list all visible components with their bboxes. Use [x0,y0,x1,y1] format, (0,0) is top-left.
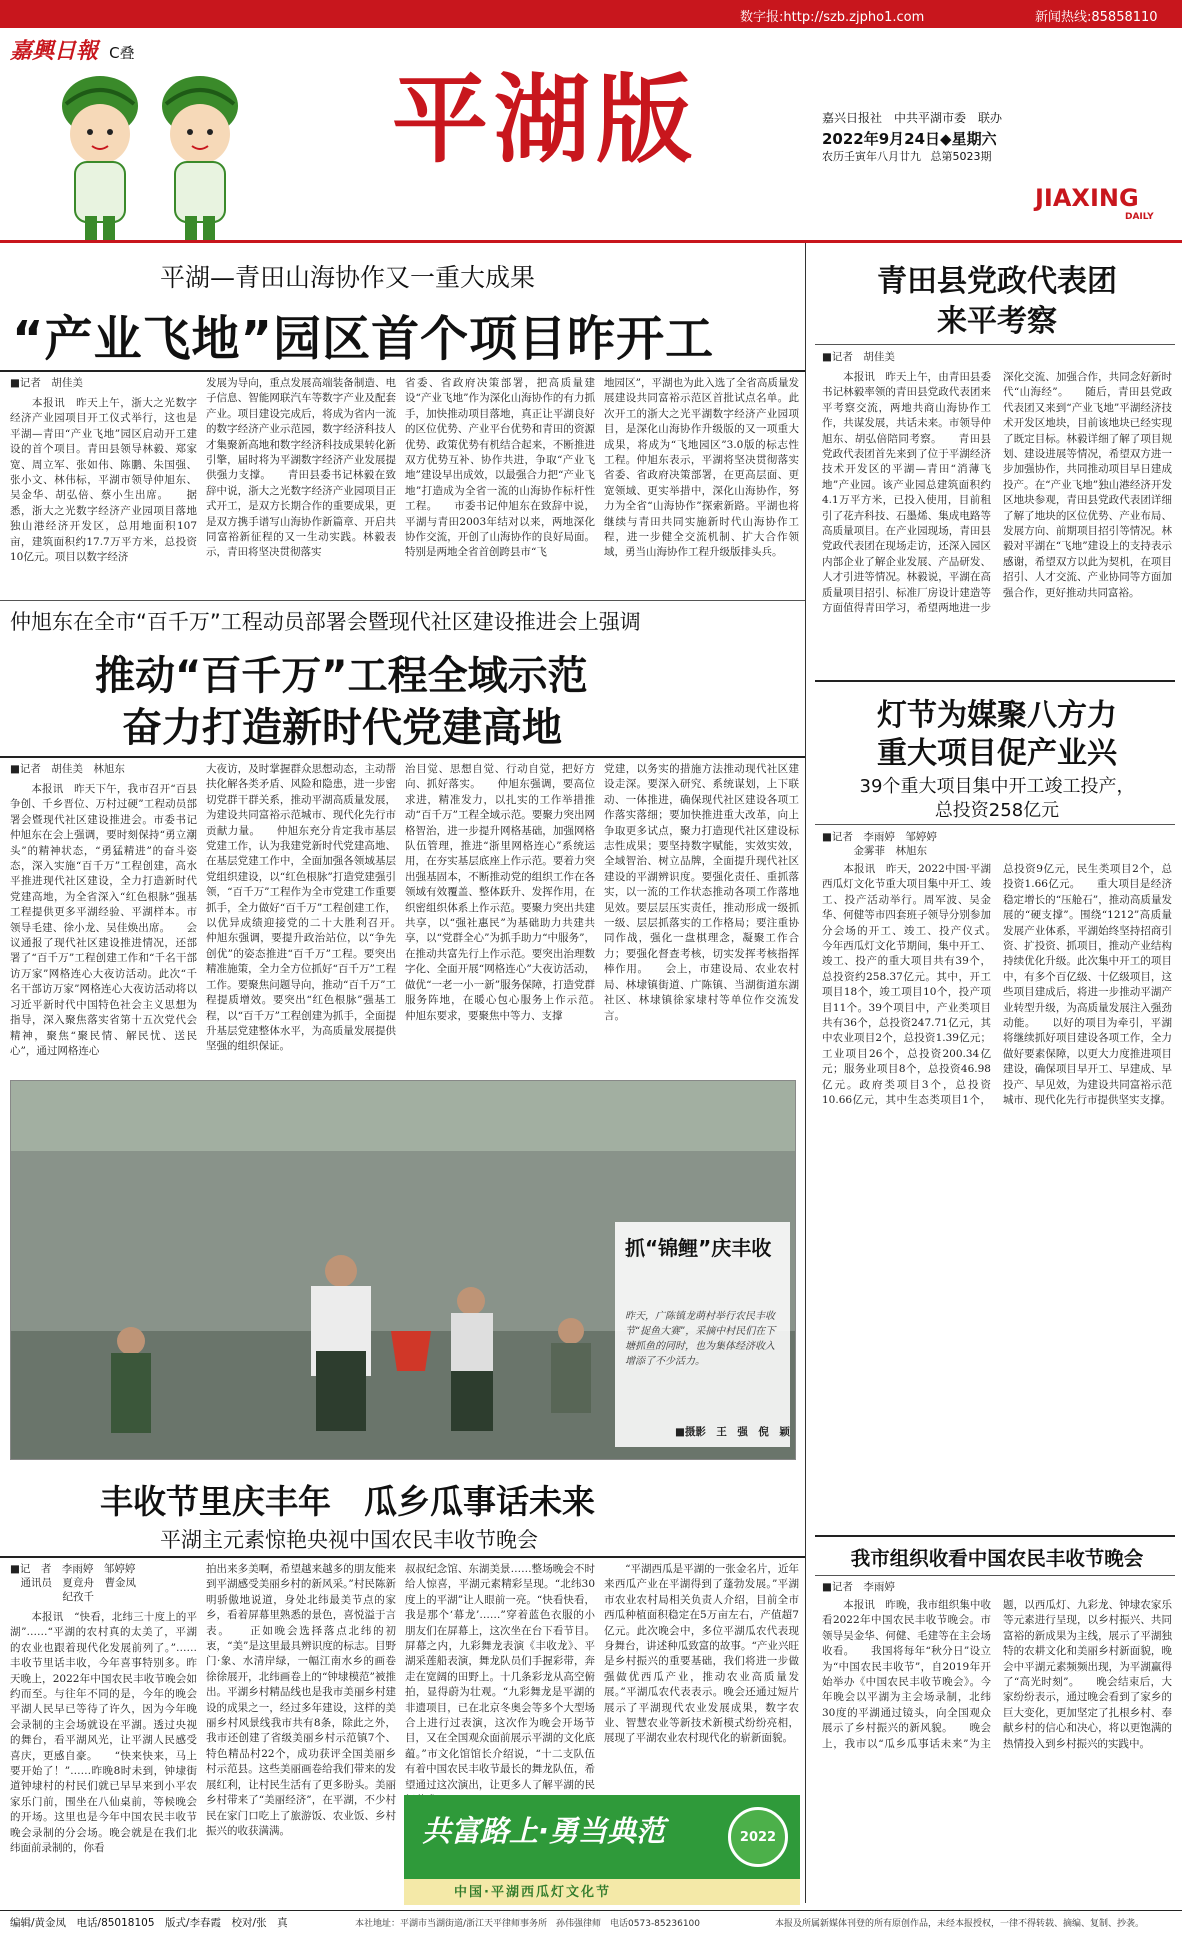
article1-col2: 发展为导向，重点发展高端装备制造、电子信息、智能网联汽车等数字产业及配套产业。项目建设完成后，将成为省内一流的数字经济产业示范园，数字经济科技人才集聚新高地和数字经济科技成果转化新引擎，届时将为平湖数字经济产业发展提供强力支撑。 青田县委书记林毅在致辞中说，浙大之光数字经济产业园项目正式开工，是双方长期合作的重要成果，更是双方携手谱写山海协作新篇章、开启共同富裕新征程的又一生动实践。林毅表示，青田将坚决贯彻落实 [206,377,396,559]
right1-headline-line1: 青田县党政代表团 [877,264,1117,299]
newspaper-logo [10,34,180,64]
right2-headline-line2: 重大项目促产业兴 [877,736,1117,771]
article2-headline-line1: 推动“百千万”工程全域示范 [95,653,588,699]
issue-number: 总第5023期 [930,150,992,163]
right2-byline: ■记者 李雨婷 邹婷婷 金雾菲 林旭东 [822,831,937,857]
article3-col2: 拍出来多美啊，希望越来越多的朋友能来到平湖感受美丽乡村的新风采。”村民陈新明骄傲地说道，身处北纬最美节点的家乡，看着屏幕里熟悉的景色，喜悦溢于言表。 正如晚会选择落点北纬的初衷，“美”是这里最具辨识度的标志。目野门·象、水清岸绿，一幅江南水乡的画卷徐徐展开，北纬画卷上的“钟埭模范”被推出。平湖乡村精品线也是我市美丽乡村建设的成果之一，经过多年建设，这样的美丽乡村风景线我市共有8条，除此之外，我市还创建了省级美丽乡村示范镇7个、特色精品村22个，成功获评全国美丽乡村示范县。这些美丽画卷给我们带来的发展红利，让村民生活有了更多盼头。美丽乡村带来了“美丽经济”，在平湖，不少村民在家门口吃上了旅游饭、农业饭、乡村振兴的收获满满。 [206,1563,396,1837]
banner-title: 共富路上·勇当典范 [422,1814,666,1848]
watermelon-mascot-icon [40,66,280,251]
digital-edition-link[interactable]: 数字报:http://szb.zjpho1.com [740,10,925,25]
banner-subtitle: 中国·平湖西瓜灯文化节 [454,1885,611,1900]
footer-copyright: 本报及所属新媒体刊登的所有原创作品，未经本报授权，一律不得转载、摘编、复制、抄袭。 [775,1919,1145,1929]
article3-col4: “平湖西瓜是平湖的一张金名片，近年来西瓜产业在平湖得到了蓬勃发展。”平湖市农业农村局相关负责人介绍，目前全市西瓜种植面积稳定在5万亩左右，产值超7亿元。此次晚会中，多位平湖瓜农代表现身舞台，讲述种瓜致富的故事。“产业兴旺是乡村振兴的重要基础，我们将进一步做强做优西瓜产业，推动农业高质量发展。”平湖瓜农代表表示。晚会还通过短片展示了平湖现代农业发展成果，数字农业、智慧农业等新技术新模式纷纷亮相，展现了平湖农业农村现代化的崭新面貌。 [604,1563,799,1745]
footer-address: 本社地址：平湖市当湖街道/浙江天平律师事务所 孙伟强律师 电话0573-85236100 [355,1919,700,1929]
footer-rule [0,1910,1182,1911]
article1-byline: ■记者 胡佳美 [10,377,83,389]
article1-kicker: 平湖—青田山海协作又一重大成果 [160,263,536,292]
top-bar [0,0,1182,28]
article2-kicker: 仲旭东在全市“百千万”工程动员部署会暨现代社区建设推进会上强调 [10,610,641,634]
photo-caption-text: 昨天，广陈镇龙萌村举行农民丰收节“捉鱼大赛”，采摘中村民们在下塘抓鱼的同时，也为集体经济收入增添了不少活力。 [625,1311,776,1367]
right3-rule [815,1575,1175,1576]
logo-mark: C叠 [109,44,135,62]
article1-col3: 省委、省政府决策部署，把高质量建设“产业飞地”作为深化山海协作的有力抓手，加快推动项目落地，真正让平湖良好的区位优势、产业平台优势和青田的资源优势、政策优势有机结合起来，不断推进双方优势互补、协作共进，争取“产业飞地”建设早出成效，以最强合力把“产业飞地”打造成为全省一流的山海协作标杆性工程。 市委书记仲旭东在致辞中说，平湖与青田2003年结对以来，两地深化协作交流，开创了山海协作的良好局面。特别是两地全省首创跨县市“飞 [405,377,595,559]
right3-top-rule [815,1535,1175,1537]
masthead-divider [0,240,1182,243]
article2-col1: 本报讯 昨天下午，我市召开“百县争创、千乡晋位、万村过硬”工程动员部署会暨现代社区建设推进会。市委书记仲旭东在会上强调，要时刻保持“勇立潮头”的精神状态，“勇猛精进”的奋斗姿态，深入实施“百千万”工程创建，高水平推进现代社区建设，全力打造新时代党建高地，为全省深入“红色根脉”强基工程提供更多平湖经验、平湖样本。市领导毛建、徐小龙、吴佳焕出席。 会议通报了现代社区建设推进情况，还部署了“百千万”工程创建工作和“千名干部访万家”网格连心大夜访活动。此次“千名干部访万家”网格连心大夜访活动将以习近平新时代中国特色社会主义思想为指导，深入聚焦落实省第十五次党代会精神，聚焦“聚民情、解民忧、送民心”，通过网格连心 [10,783,197,1057]
right2-subhead-line1: 39个重大项目集中开工竣工投产， [859,776,1135,797]
article2-col3: 治目觉、思想自觉、行动自觉，把好方向、抓好落实。 仲旭东强调，要高位求进，精准发力，以扎实的工作举措推动“百千万”工程全域示范。要聚力突出网格智治，进一步提升网格基础，加强网格队伍管理，推进“浙里网格连心”系统运用，在夯实基层底座上作示范。要着力突出强基固本，不断推动党的组织工作在各领域有效覆盖、整体跃升、发挥作用，在织密组织体系上作示范。要聚力突出共建共享，以“强社惠民”为基础助力共建共享，以“党群全心”为抓手助力“中服务”，在推动共富先行上作示范。要突出治理数字化、全面开展“网格连心”大夜访活动，做优“一老一小一新”服务保障，打造党群服务阵地，在暖心包心服务上作示范。 仲旭东要求，要聚焦中等力、支撑 [405,763,595,1022]
article2-rule [0,756,805,758]
article1-col1: 本报讯 昨天上午，浙大之光数字经济产业园项目开工仪式举行，这也是平湖—青田“产业飞地”园区启动开工建设的首个项目。青田县领导林毅、郑家宽、周立军、张如伟、陈鹏、朱国强、张小文、林伟标，平湖市领导仲旭东、吴金华、胡弘倍、蔡小生出席。 据悉，浙大之光数字经济产业园项目落地独山港经济开发区，总用地面积107亩，建筑面积约17.7万平方米，总投资10亿元。项目以数字经济 [10,397,197,564]
right2-rule [815,824,1175,825]
article1-col4: 地园区”，平湖也为此入选了全省高质量发展建设共同富裕示范区首批试点名单。此次开工的浙大之光平湖数字经济产业园项目，是深化山海协作升级版的又一项重大成果，将成为“飞地园区”3.0版的标志性工程。仲旭东表示，平湖将坚决贯彻落实省委、省政府决策部署，在更高层面、更宽领域、更实举措中，深化山海协作，努力为全省“山海协作”探索新路。平湖也将继续与青田共同实施新时代山海协作工程，进一步健全交流机制、扩大合作领域，勇当山海协作工程升级版排头兵。 [604,377,799,559]
lunar-text: 农历壬寅年八月廿九 [822,150,921,163]
mascot-illustration [40,66,280,251]
right2-subhead-line2: 总投资258亿元 [934,800,1060,821]
brand-en: JIAXING [1035,184,1139,212]
right3-headline: 我市组织收看中国农民丰收节晚会 [850,1547,1144,1570]
photo-credit: ■摄影 王 强 倪 颖 [675,1426,790,1438]
article2-col4: 党建，以务实的措施方法推动现代社区建设走深。要深入研究、系统谋划，上下联动、一体推进，确保现代社区建设各项工作落实落细；要加快推进重大改革，向上争取更多试点，聚力打造现代社区建设标志性成果；要坚持数字赋能，实效实效，全域智治、树立品牌，全面提升现代社区建设的平湖辨识度。要强化责任、重抓落实，以一流的工作状态推动各项工作落地见效。要层层压实责任，推动形成一级抓一级、层层抓落实的工作格局；要注重协同作战，强化一盘棋理念，凝聚工作合力；要强化督查考核，切实发挥考核指挥棒作用。 会上，市建设局、农业农村局、林埭镇街道、广陈镇、当湖街道东湖社区、林埭镇徐家埭村等单位作交流发言。 [604,763,799,1022]
article1-bottom-rule [0,600,805,601]
lunar-date [822,148,992,164]
article3-rule [0,1556,805,1558]
watermelon-badge-icon [728,1807,788,1867]
right2-body: 本报讯 昨天，2022中国·平湖西瓜灯文化节重大项目集中开工、竣工、投产活动举行。周军波、吴金华、何健等市四套班子领导分别参加分会场的开工、竣工、投产仪式。 今年西瓜灯文化节期间，集中开工、竣工、投产的重大项目共有39个，总投资约258.37亿元。其中，开工项目18个，竣工项目10个，投产项目11个。39个项目中，产业类项目共有36个，总投资247.71亿元，其中农业项目2个，总投资1.39亿元；工业项目26个，总投资200.34亿元；服务业项目8个，总投资46.98亿元。政府类项目3个，总投资10.66亿元，其中生态类项目1个，总投资9亿元，民生类项目2个，总投资1.66亿元。 重大项目是经济稳定增长的“压舱石”，推动高质量发展的“硬支撑”。围绕“1212”高质量发展产业体系，平湖始终坚持招商引资、扩投资、抓项目，推动产业结构持续优化升级。此次集中开工的项目中，有多个百亿级、十亿级项目，这些项目建成后，将进一步推动平湖产业转型升级，为高质量发展注入强劲动能。 以好的项目为牵引，平湖将继续抓好项目建设各项工作，全力做好要素保障，以更大力度推进项目建设，确保项目早开工、早建成、早投产、早见效，为建设共同富裕示范城市、现代化先行市提供坚实支撑。 [822,863,1172,1107]
photo-caption-box [615,1222,790,1447]
right1-headline-line2: 来平考察 [937,304,1057,339]
article1-rule [0,370,805,372]
column-divider [805,243,806,1903]
edition-title: 平湖版 [392,63,698,176]
article2-byline: ■记者 胡佳美 林旭东 [10,763,125,775]
brand-en-sub: DAILY [1125,212,1154,222]
right3-body: 本报讯 昨晚，我市组织集中收看2022年中国农民丰收节晚会。市领导吴金华、何健、毛建等在主会场收看。 我国将每年“秋分日”设立为“中国农民丰收节”，自2019年开始举办《中国农民丰收节晚会》。今年晚会以平湖为主会场录制，北纬30度的平湖通过镜头，向全国观众展示了乡村振兴的新风貌。 晚会上，我市以“瓜乡瓜事话未来”为主题，以西瓜灯、九彩龙、钟埭农家乐等元素进行呈现，以乡村振兴、共同富裕的新成果为主线，展示了平湖独特的农耕文化和美丽乡村新面貌，晚会中平湖元素频频出现，为平湖赢得了“高光时刻”。 晚会结束后，大家纷纷表示，通过晚会看到了家乡的巨大变化，更加坚定了扎根乡村、奉献乡村的信心和决心，将以更饱满的热情投入到乡村振兴的实践中。 [822,1599,1172,1750]
article3-col3: 叔叔纪念馆、东湖美景……整场晚会不时给人惊喜，平湖元素精彩呈现。“北纬30度上的平湖”让人眼前一亮。“快看快看，我是那个‘幕龙’……”穿着蓝色衣服的小朋友们在屏幕上，这次坐在台下看节目。屏幕之内，九彩舞龙表演《丰收龙》、平湖采莲船表演，舞龙队员们手握彩带，奔走在宽阔的田野上。十几条彩龙从高空俯拍，显得蔚为壮观。“九彩舞龙是平湖的非遗项目，已在北京冬奥会等多个大型场合上进行过表演，这次作为晚会开场节目，又在全国观众面前展示平湖的文化底蕴。”市文化馆馆长介绍说，“十二支队伍有着中国农民丰收节最长的舞龙队伍，希望通过这次演出，让更多人了解平湖的民 [405,1563,595,1791]
right1-byline: ■记者 胡佳美 [822,351,895,363]
right2-headline-line1: 灯节为媒聚八方力 [877,698,1117,733]
article3-col1: 本报讯 “快看，北纬三十度上的平湖”……“平湖的农村真的太美了，平湖的农业也跟着现代化发展前列了。”……丰收节里话丰收，今年喜事特别多。昨天晚上，2022年中国农民丰收节晚会如约而至。与往年不同的是，今年的晚会平湖人民早已等待了许久，因为今年晚会录制的主会场就设在平湖。透过央视的舞台，看平湖风光，让平湖人民感受喜庆，更感自豪。 “快来快来，马上要开始了！”……昨晚8时未到，钟埭街道钟埭村的村民们就已早早来到小平农家乐门前，围坐在八仙桌前，等候晚会的开场。这里也是今年中国农民丰收节晚会录制的分会场。晚会就是在我们北纬面前录制的，你看 [10,1611,197,1855]
article2-col2: 大夜访，及时掌握群众思想动态，主动帮扶化解各类矛盾、风险和隐患，进一步密切党群干群关系，推动平湖高质量发展，为建设共同富裕示范城市、现代化先行市贡献力量。 仲旭东充分肯定我市基层党建工作，认为我建党新时代党建高地、在基层党建工作中，全面加强各领域基层党组织建设，以“红色根脉”打造党建强引领，“百千万”工程作为全市党建工作重要抓手，全力做好“百千万”工程创建工作，以优异成绩迎接党的二十大胜利召开。 仲旭东强调，要提升政治站位，以“争先创优”的姿态推进“百千万”工程。要突出精准施策，全力全方位抓好“百千万”工程工作。要聚焦问题导向，推动“百千万”工程提质增效。要突出“红色根脉”强基工程，以“百千万”工程创建为抓手，全面提升基层党建整体水平，为高质量发展提供坚强的组织保证。 [206,763,396,1053]
right2-top-rule [815,680,1175,682]
banner-year: 2022 [739,1830,777,1845]
footer-editors: 编辑/黄金凤 电话/85018105 版式/李春霞 校对/张 真 [10,1917,288,1929]
right3-byline: ■记者 李雨婷 [822,1581,895,1593]
article2-headline-line2: 奋力打造新时代党建高地 [122,705,562,751]
article3-headline: 丰收节里庆丰年 瓜乡瓜事话未来 [100,1482,595,1521]
logo-text: 嘉興日報 [10,38,99,64]
festival-banner [404,1795,800,1905]
article1-headline: “产业飞地”园区首个项目昨开工 [12,311,715,367]
issue-date: 2022年9月24日◆星期六 [822,130,997,148]
article3-subhead: 平湖主元素惊艳央视中国农民丰收节晚会 [160,1528,538,1552]
publisher-line: 嘉兴日报社 中共平湖市委 联办 [822,111,1003,125]
right1-rule [815,344,1175,345]
right1-body: 本报讯 昨天上午，由青田县委书记林毅率领的青田县党政代表团来平考察交流，两地共商山海协作工作，共谋发展，共话未来。市领导仲旭东、胡弘倍陪同考察。 青田县党政代表团首先来到了位于平湖经济技术开发区的平湖—青田“消薄飞地”产业园。该产业园总建筑面积约4.1万平方米，已投入使用，目前租引了花卉科技、石墨烯、集成电路等高质量项目。在产业园现场，青田县党政代表团在现场走访，还深入园区内部企业了解企业发展、产品研发、人才引进等情况。林毅说，平湖在高质量项目招引、标准厂房设计建造等方面值得青田学习，希望两地进一步深化交流、加强合作，共同念好新时代“山海经”。 随后，青田县党政代表团又来到“产业飞地”平湖经济技术开发区地块，目前该地块已经实现了既定目标。林毅详细了解了项目规划、建设进展等情况，希望双方进一步加强协作，共同推动项目早日建成投产。在“产业飞地”独山港经济开发区地块参观，青田县党政代表团详细了解了地块的区位优势、产业布局、发展方向、前期项目招引等情况。林毅对平湖在“飞地”建设上的支持表示感谢，希望双方以此为契机，在项目招引、人才交流、产业协同等方面加强合作，更好推动共同富裕。 [822,371,1172,615]
news-hotline: 新闻热线:85858110 [1035,10,1158,25]
photo-caption-title: 抓“锦鲤”庆丰收 [625,1236,772,1260]
article3-byline: ■记 者 李雨婷 邹婷婷 通讯员 夏竟舟 曹金凤 纪孜千 [10,1563,136,1603]
